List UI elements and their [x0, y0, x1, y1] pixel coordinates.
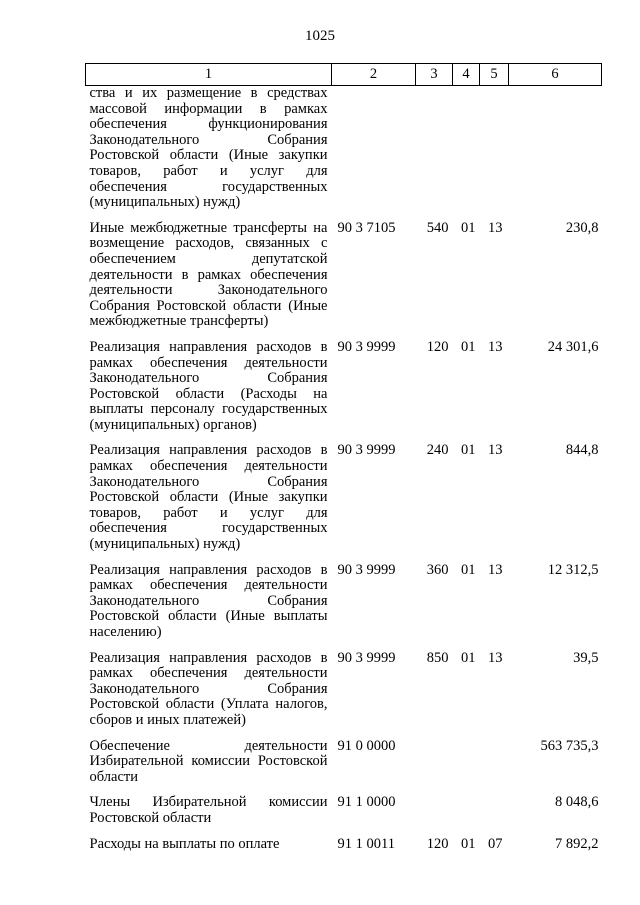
table-row: [86, 795, 602, 836]
row-subsection: [480, 86, 509, 221]
table-header: [86, 64, 602, 86]
row-expense-type: [416, 739, 453, 796]
row-section: 01: [461, 219, 476, 236]
row-section: 01: [461, 835, 476, 852]
row-expense-type: 360: [426, 561, 449, 578]
row-amount: [509, 86, 602, 221]
row-amount: 230,8: [565, 219, 599, 236]
row-amount: 844,8: [565, 442, 599, 459]
table-row: [86, 340, 602, 444]
row-target-code: [332, 86, 416, 221]
budget-table: [85, 63, 602, 862]
header-row: [86, 64, 602, 86]
row-target-code: 91 1 0011: [337, 835, 395, 852]
table-row: [86, 86, 602, 221]
row-subsection: [480, 739, 509, 796]
row-subsection: 13: [488, 338, 503, 355]
row-expense-type: 120: [426, 835, 449, 852]
row-expense-type: 540: [426, 219, 449, 236]
row-amount: 8 048,6: [555, 794, 599, 811]
row-target-code: 91 1 0000: [337, 794, 396, 811]
column-header-2: 2: [332, 64, 416, 86]
table-row: [86, 563, 602, 651]
row-subsection: 13: [488, 561, 503, 578]
row-subsection: 13: [488, 649, 503, 666]
row-target-code: 90 3 7105: [337, 219, 396, 236]
table-row: [86, 443, 602, 562]
column-header-6: 6: [509, 64, 602, 86]
row-description: Иные межбюджетные трансферты на возмещение расходов, связанных с обеспечением депутатской деятельности в рамках обеспечения деятельности Законодательного Собрания Ростовской области (Иные межбюджетные трансферты): [89, 219, 328, 330]
row-expense-type: 120: [426, 338, 449, 355]
row-target-code: 90 3 9999: [337, 338, 396, 355]
row-target-code: 90 3 9999: [337, 561, 396, 578]
row-description: Члены Избирательной комиссии Ростовской области: [89, 794, 328, 826]
row-subsection: 13: [488, 219, 503, 236]
column-header-5: 5: [480, 64, 509, 86]
row-section: [453, 86, 480, 221]
column-header-1: 1: [86, 64, 332, 86]
row-description: Реализация направления расходов в рамках обеспечения деятельности Законодательного Собрания Ростовской области (Иные выплаты населению): [89, 561, 328, 640]
row-description: Реализация направления расходов в рамках обеспечения деятельности Законодательного Собрания Ростовской области (Расходы на выплаты персоналу государственных (муниципальных) органов): [89, 338, 328, 433]
column-header-3: 3: [416, 64, 453, 86]
row-expense-type: 240: [426, 442, 449, 459]
row-amount: 12 312,5: [547, 561, 599, 578]
row-subsection: 07: [488, 835, 503, 852]
row-section: 01: [461, 649, 476, 666]
row-target-code: 90 3 9999: [337, 442, 396, 459]
row-section: [453, 795, 480, 836]
row-expense-type: [416, 795, 453, 836]
page-number: 1025: [305, 28, 335, 44]
row-section: [453, 739, 480, 796]
row-target-code: 90 3 9999: [337, 649, 396, 666]
row-expense-type: [416, 86, 453, 221]
row-subsection: 13: [488, 442, 503, 459]
row-description: Обеспечение деятельности Избирательной комиссии Ростовской области: [89, 737, 328, 785]
row-expense-type: 850: [426, 649, 449, 666]
table-row: [86, 221, 602, 340]
row-amount: 563 735,3: [540, 737, 599, 754]
row-description: Расходы на выплаты по оплате: [89, 835, 280, 852]
row-amount: 7 892,2: [555, 835, 599, 852]
row-description: ства и их размещение в средствах массовой информации в рамках обеспечения функционирования Законодательного Собрания Ростовской области (Иные закупки товаров, работ и услуг для обеспечения государственных (муниципальных) нужд): [89, 85, 328, 211]
row-description: Реализация направления расходов в рамках обеспечения деятельности Законодательного Собрания Ростовской области (Иные закупки товаров, работ и услуг для обеспечения государственных (муниципальных) нужд): [89, 442, 328, 553]
table-row: [86, 837, 602, 863]
table-row: [86, 739, 602, 796]
table-body: [86, 86, 602, 863]
row-section: 01: [461, 338, 476, 355]
row-section: 01: [461, 561, 476, 578]
row-subsection: [480, 795, 509, 836]
row-description: Реализация направления расходов в рамках обеспечения деятельности Законодательного Собрания Ростовской области (Уплата налогов, сборов и иных платежей): [89, 649, 328, 728]
row-target-code: 91 0 0000: [337, 737, 396, 754]
row-amount: 24 301,6: [547, 338, 599, 355]
table-row: [86, 651, 602, 739]
column-header-4: 4: [453, 64, 480, 86]
row-amount: 39,5: [573, 649, 599, 666]
row-section: 01: [461, 442, 476, 459]
